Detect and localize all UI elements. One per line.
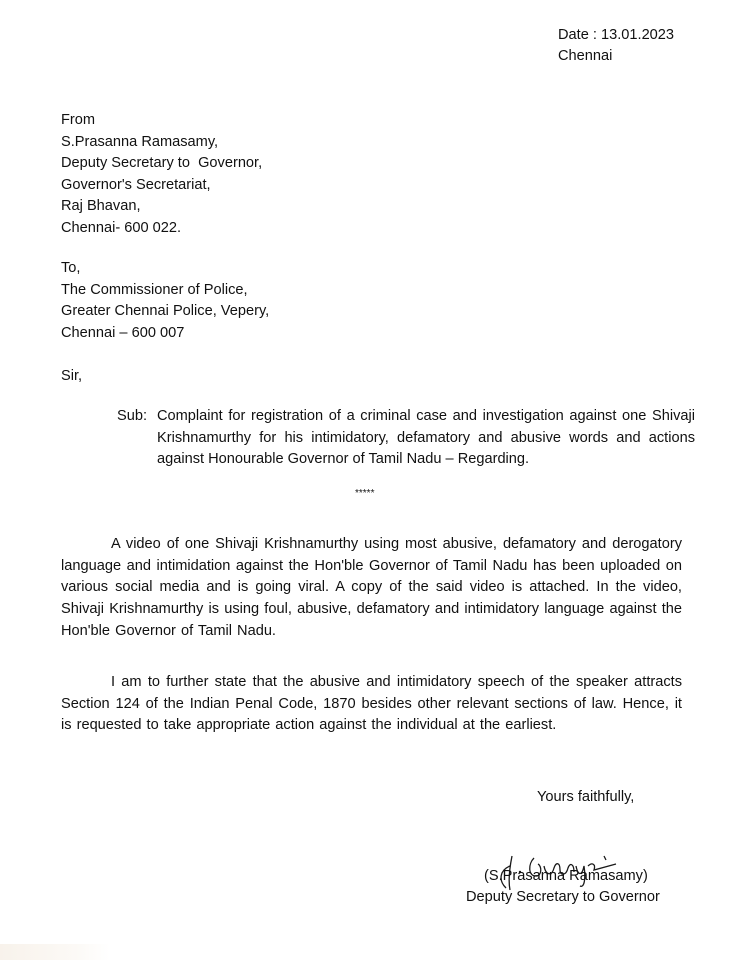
subject-block	[117, 406, 695, 471]
valediction: Yours faithfully,	[537, 789, 635, 805]
sender-office: Governor's Secretariat,	[61, 176, 211, 193]
body-paragraph: A video of one Shivaji Krishnamurthy using most abusive, defamatory and derogatory language and intimidation against the Hon'ble Governor of Tamil Nadu has been uploaded on various social media and is going viral. A copy of the said video is attached. In the video, Shivaji Krishnamurthy is using foul, abusive, defamatory and intimidatory language against the Hon'ble Governor of Tamil Nadu.	[61, 536, 682, 639]
recipient-city: Chennai – 600 007	[61, 324, 185, 341]
section-separator: *****	[355, 488, 375, 499]
signatory-name: (S.Prasanna Ramasamy)	[484, 868, 648, 884]
recipient-title: The Commissioner of Police,	[61, 281, 248, 298]
recipient-office: Greater Chennai Police, Vepery,	[61, 303, 270, 319]
sender-building: Raj Bhavan,	[61, 198, 141, 214]
subject-text: Complaint for registration of a criminal case and investigation against one Shivaji Krishnamurthy for his intimidatory, defamatory and abusive words and actions against Honourable Governor of Tamil Nadu – Regarding.	[157, 408, 695, 467]
subject-label: Sub:	[117, 408, 148, 424]
sender-designation: Deputy Secretary to Governor,	[61, 155, 263, 171]
from-label: From	[61, 112, 96, 128]
sender-address	[61, 110, 262, 239]
signatory-title: Deputy Secretary to Governor	[466, 889, 660, 905]
sender-name: S.Prasanna Ramasamy,	[61, 133, 219, 150]
body-paragraph: I am to further state that the abusive and intimidatory speech of the speaker attracts Section 124 of the Indian Penal Code, 1870 besides other relevant sections of law. Hence, it is requested to take appropriate action against the individual at the earliest.	[61, 674, 682, 734]
to-label: To,	[61, 260, 81, 276]
recipient-address	[61, 258, 269, 344]
scan-edge-artifact	[0, 944, 110, 960]
date-block	[558, 25, 674, 67]
salutation: Sir,	[61, 368, 83, 384]
sender-city: Chennai- 600 022.	[61, 219, 182, 236]
letter-place: Chennai	[558, 48, 613, 64]
letter-date: Date : 13.01.2023	[558, 27, 675, 43]
